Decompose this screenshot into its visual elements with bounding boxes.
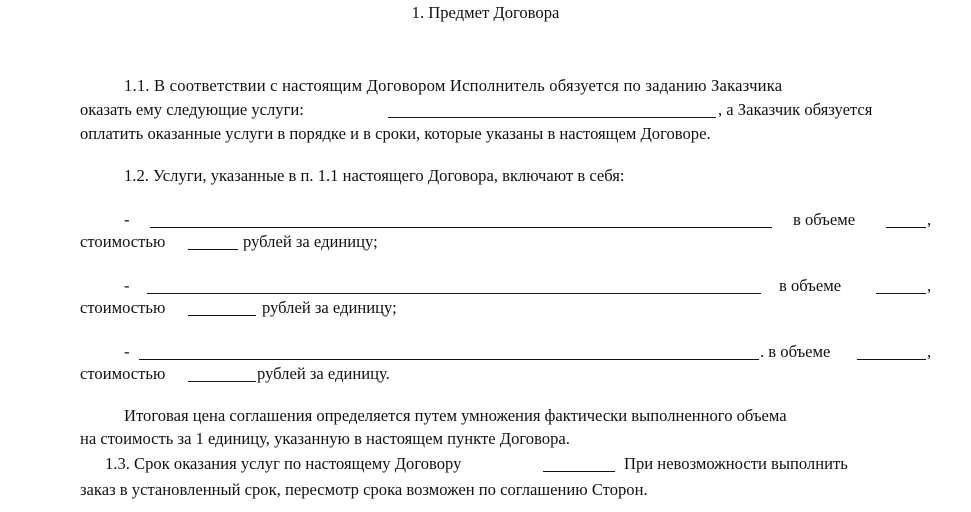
item-1-dash: - (124, 210, 130, 229)
service-term-blank[interactable] (543, 471, 615, 472)
item-1-service-blank[interactable] (150, 227, 772, 228)
item-2-comma: , (927, 276, 932, 295)
clause-1-1-line-2-start: оказать ему следующие услуги: (80, 100, 304, 119)
item-1-unit-label: рублей за единицу; (243, 232, 378, 251)
item-3-unit-label: рублей за единицу. (257, 364, 390, 383)
item-2-unit-label: рублей за единицу; (262, 298, 397, 317)
item-3-cost-blank[interactable] (188, 381, 256, 382)
clause-1-3-line-1-end: При невозможности выполнить (624, 454, 848, 473)
item-3-comma: , (927, 342, 932, 361)
clause-1-1-line-3: оплатить оказанные услуги в порядке и в сроки, которые указаны в настоящем Договоре. (80, 124, 711, 143)
section-title: 1. Предмет Договора (411, 3, 560, 22)
item-1-cost-blank[interactable] (188, 249, 238, 250)
item-1-volume-label: в объеме (793, 210, 856, 229)
item-3-volume-label: . в объеме (760, 342, 831, 361)
clause-1-3-line-2: заказ в установленный срок, пересмотр срока возможен по соглашению Сторон. (80, 480, 648, 499)
item-2-dash: - (124, 276, 130, 295)
item-2-cost-blank[interactable] (188, 315, 256, 316)
item-1-cost-label: стоимостью (80, 232, 166, 251)
item-1-volume-blank[interactable] (886, 227, 926, 228)
total-price-line-2: на стоимость за 1 единицу, указанную в настоящем пункте Договора. (80, 429, 570, 448)
clause-1-1-line-2-end: , а Заказчик обязуется (718, 100, 873, 119)
item-3-volume-blank[interactable] (857, 359, 926, 360)
item-2-volume-blank[interactable] (876, 293, 926, 294)
clause-1-1-line-1 (124, 76, 930, 96)
clause-1-3-line-1-start: 1.3. Срок оказания услуг по настоящему Договору (105, 454, 462, 473)
item-1-comma: , (927, 210, 932, 229)
services-blank-field[interactable] (388, 117, 716, 118)
item-2-volume-label: в объеме (779, 276, 842, 295)
total-price-line-1: Итоговая цена соглашения определяется путем умножения фактически выполненного объема (124, 406, 787, 425)
clause-1-2-intro: 1.2. Услуги, указанные в п. 1.1 настоящего Договора, включают в себя: (124, 166, 625, 185)
clause-1-1-text-1: 1.1. В соответствии с настоящим Договором Исполнитель обязуется по заданию Заказчика (124, 76, 783, 95)
item-3-cost-label: стоимостью (80, 364, 166, 383)
item-2-service-blank[interactable] (147, 293, 761, 294)
item-3-service-blank[interactable] (139, 359, 759, 360)
item-2-cost-label: стоимостью (80, 298, 166, 317)
item-3-dash: - (124, 342, 130, 361)
